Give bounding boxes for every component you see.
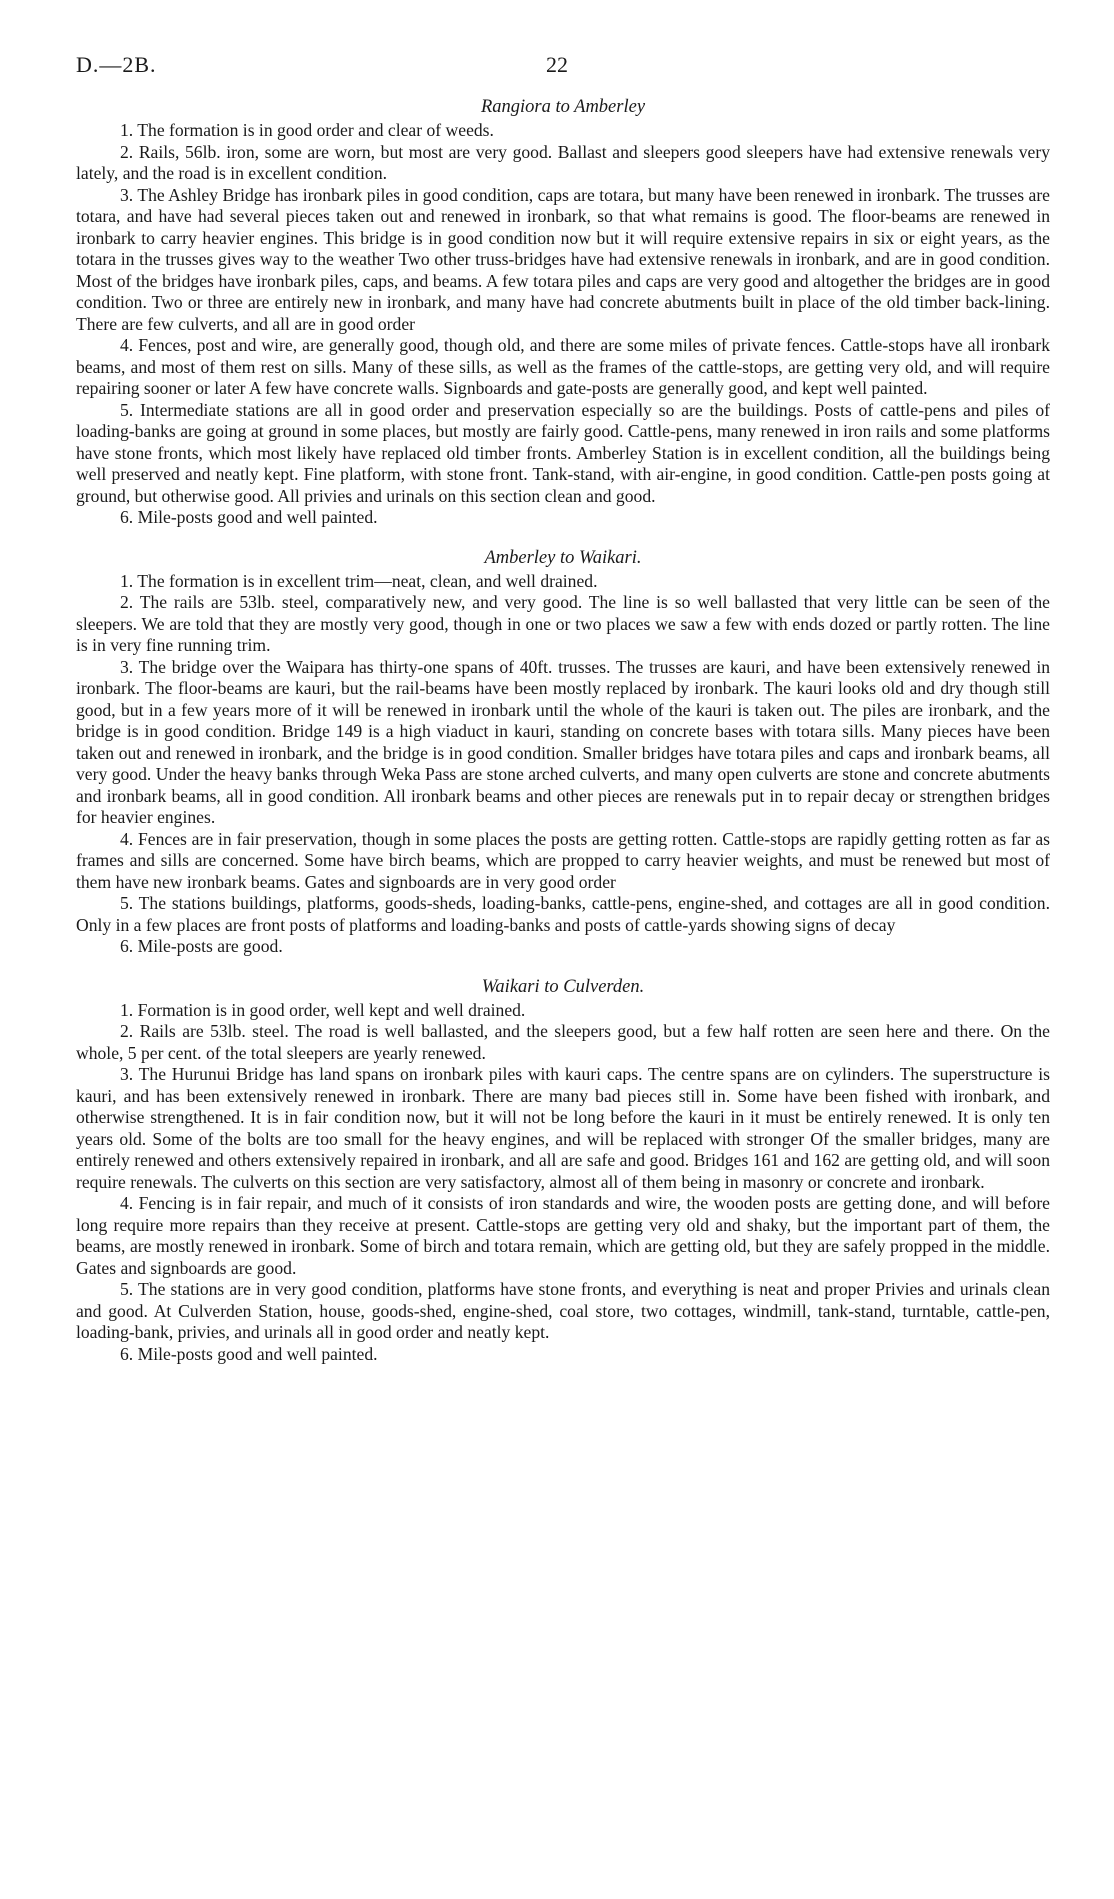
section-amberley-waikari	[76, 547, 1050, 958]
paragraph: 3. The Hurunui Bridge has land spans on ironbark piles with kauri caps. The centre spans are on cylinders. The superstructure is kauri, and has been extensively renewed in ironbark. There are many bad pieces still in. Some have been fished with ironbark, and otherwise strengthened. It is in fair condition now, but it will not be long before the kauri in it must be entirely renewed. It is only ten years old. Some of the bolts are too small for the heavy engines, and will be replaced with stronger Of the smaller bridges, many are entirely renewed and others extensively repaired in ironbark, and all are safe and good. Bridges 161 and 162 are getting old, and will soon require renewals. The culverts on this section are very satisfactory, almost all of them being in masonry or concrete and ironbark.	[76, 1064, 1050, 1192]
paragraph: 3. The Ashley Bridge has ironbark piles in good condition, caps are totara, but many have been renewed in ironbark. The trusses are totara, and have had several pieces taken out and renewed in ironbark, so that what remains is good. The floor-beams are renewed in ironbark to carry heavier engines. This bridge is in good condition now but it will require extensive repairs in six or eight years, as the totara in the trusses gives way to the weather Two other truss-bridges have had extensive renewals in ironbark, and are in good condition. Most of the bridges have ironbark piles, caps, and beams. A few totara piles and caps are very good and altogether the bridges are in good condition. Two or three are entirely new in ironbark, and many have had concrete abutments built in place of the old timber back-lining. There are few culverts, and all are in good order	[76, 184, 1050, 334]
document-reference: D.—2B.	[76, 52, 157, 77]
paragraph: 2. Rails are 53lb. steel. The road is well ballasted, and the sleepers good, but a few half rotten are seen here and there. On the whole, 5 per cent. of the total sleepers are yearly renewed.	[76, 1021, 1050, 1063]
document-page	[76, 52, 1050, 1365]
page-header	[76, 52, 1050, 92]
paragraph: 4. Fencing is in fair repair, and much of it consists of iron standards and wire, the wooden posts are getting done, and will before long require more repairs than they receive at present. Cattle-stops are getting very old and shaky, but the important part of them, the beams, are mostly renewed in ironbark. Some of birch and totara remain, which are getting old, but they are safely propped in the middle. Gates and signboards are good.	[76, 1193, 1050, 1278]
section-rangiora-amberley	[76, 96, 1050, 529]
section-title: Amberley to Waikari.	[484, 547, 642, 568]
paragraph: 6. Mile-posts good and well painted.	[120, 1343, 378, 1364]
paragraph: 1. Formation is in good order, well kept and well drained.	[120, 999, 526, 1020]
paragraph: 2. Rails, 56lb. iron, some are worn, but most are very good. Ballast and sleepers good sleepers have had extensive renewals very lately, and the road is in excellent condition.	[76, 141, 1050, 183]
paragraph: 1. The formation is in excellent trim—neat, clean, and well drained.	[120, 570, 598, 591]
paragraph: 5. The stations are in very good condition, platforms have stone fronts, and everything is neat and proper Privies and urinals clean and good. At Culverden Station, house, goods-shed, engine-shed, coal store, two cottages, windmill, tank-stand, turntable, cattle-pen, loading-bank, privies, and urinals all in good order and neatly kept.	[76, 1279, 1050, 1342]
paragraph: 6. Mile-posts are good.	[120, 936, 283, 956]
paragraph: 2. The rails are 53lb. steel, comparatively new, and very good. The line is so well ballasted that very little can be seen of the sleepers. We are told that they are mostly very good, though in one or two places we saw a few with ends dozed or partly rotten. The line is in very fine running trim.	[76, 592, 1050, 655]
paragraph: 5. Intermediate stations are all in good order and preservation especially so are the buildings. Posts of cattle-pens and piles of loading-banks are going at ground in some places, but mostly are fairly good. Cattle-pens, many renewed in iron rails and some platforms have stone fronts, which most likely have replaced old timber fronts. Amberley Station is in excellent condition, all the buildings being well preserved and neatly kept. Fine platform, with stone front. Tank-stand, with air-engine, in good condition. Cattle-pen posts going at ground, but otherwise good. All privies and urinals on this section clean and good.	[76, 399, 1050, 506]
section-title: Rangiora to Amberley	[480, 97, 646, 117]
paragraph: 4. Fences are in fair preservation, though in some places the posts are getting rotten. Cattle-stops are rapidly getting rotten as far as frames and sills are concerned. Some have birch beams, which are propped to carry heavier weights, and must be renewed but most of them have new ironbark beams. Gates and signboards are in very good order	[76, 828, 1050, 892]
section-waikari-culverden	[76, 976, 1050, 1366]
paragraph: 4. Fences, post and wire, are generally good, though old, and there are some miles of private fences. Cattle-stops have all ironbark beams, and most of them rest on sills. Many of these sills, as well as the frames of the cattle-stops, are getting very old, and will require repairing sooner or later A few have concrete walls. Signboards and gate-posts are generally good, and kept well painted.	[76, 335, 1050, 398]
section-title: Waikari to Culverden.	[481, 976, 645, 997]
paragraph: 1. The formation is in good order and clear of weeds.	[120, 120, 494, 140]
page-number: 22	[546, 52, 568, 77]
paragraph: 5. The stations buildings, platforms, goods-sheds, loading-banks, cattle-pens, engine-shed, and cottages are all in good condition. Only in a few places are front posts of platforms and loading-banks and posts of cattle-yards showing signs of decay	[76, 893, 1050, 935]
paragraph: 6. Mile-posts good and well painted.	[120, 507, 378, 527]
paragraph: 3. The bridge over the Waipara has thirty-one spans of 40ft. trusses. The trusses are kauri, and have been extensively renewed in ironbark. The floor-beams are kauri, but the rail-beams have been mostly replaced by ironbark. The kauri looks old and dry though still good, but in a few years more of it will be renewed in ironbark until the whole of the kauri is taken out. The piles are ironbark, and the bridge is in good condition. Bridge 149 is a high viaduct in kauri, standing on concrete bases with totara sills. Many pieces have been taken out and renewed in ironbark, and the bridge is in good condition. Smaller bridges have totara piles and caps and ironbark beams, all very good. Under the heavy banks through Weka Pass are stone arched culverts, and many open culverts are stone and concrete abutments and ironbark beams, all in good condition. All ironbark beams and other pieces are renewals put in to repair decay or strengthen bridges for heavier engines.	[76, 656, 1050, 827]
